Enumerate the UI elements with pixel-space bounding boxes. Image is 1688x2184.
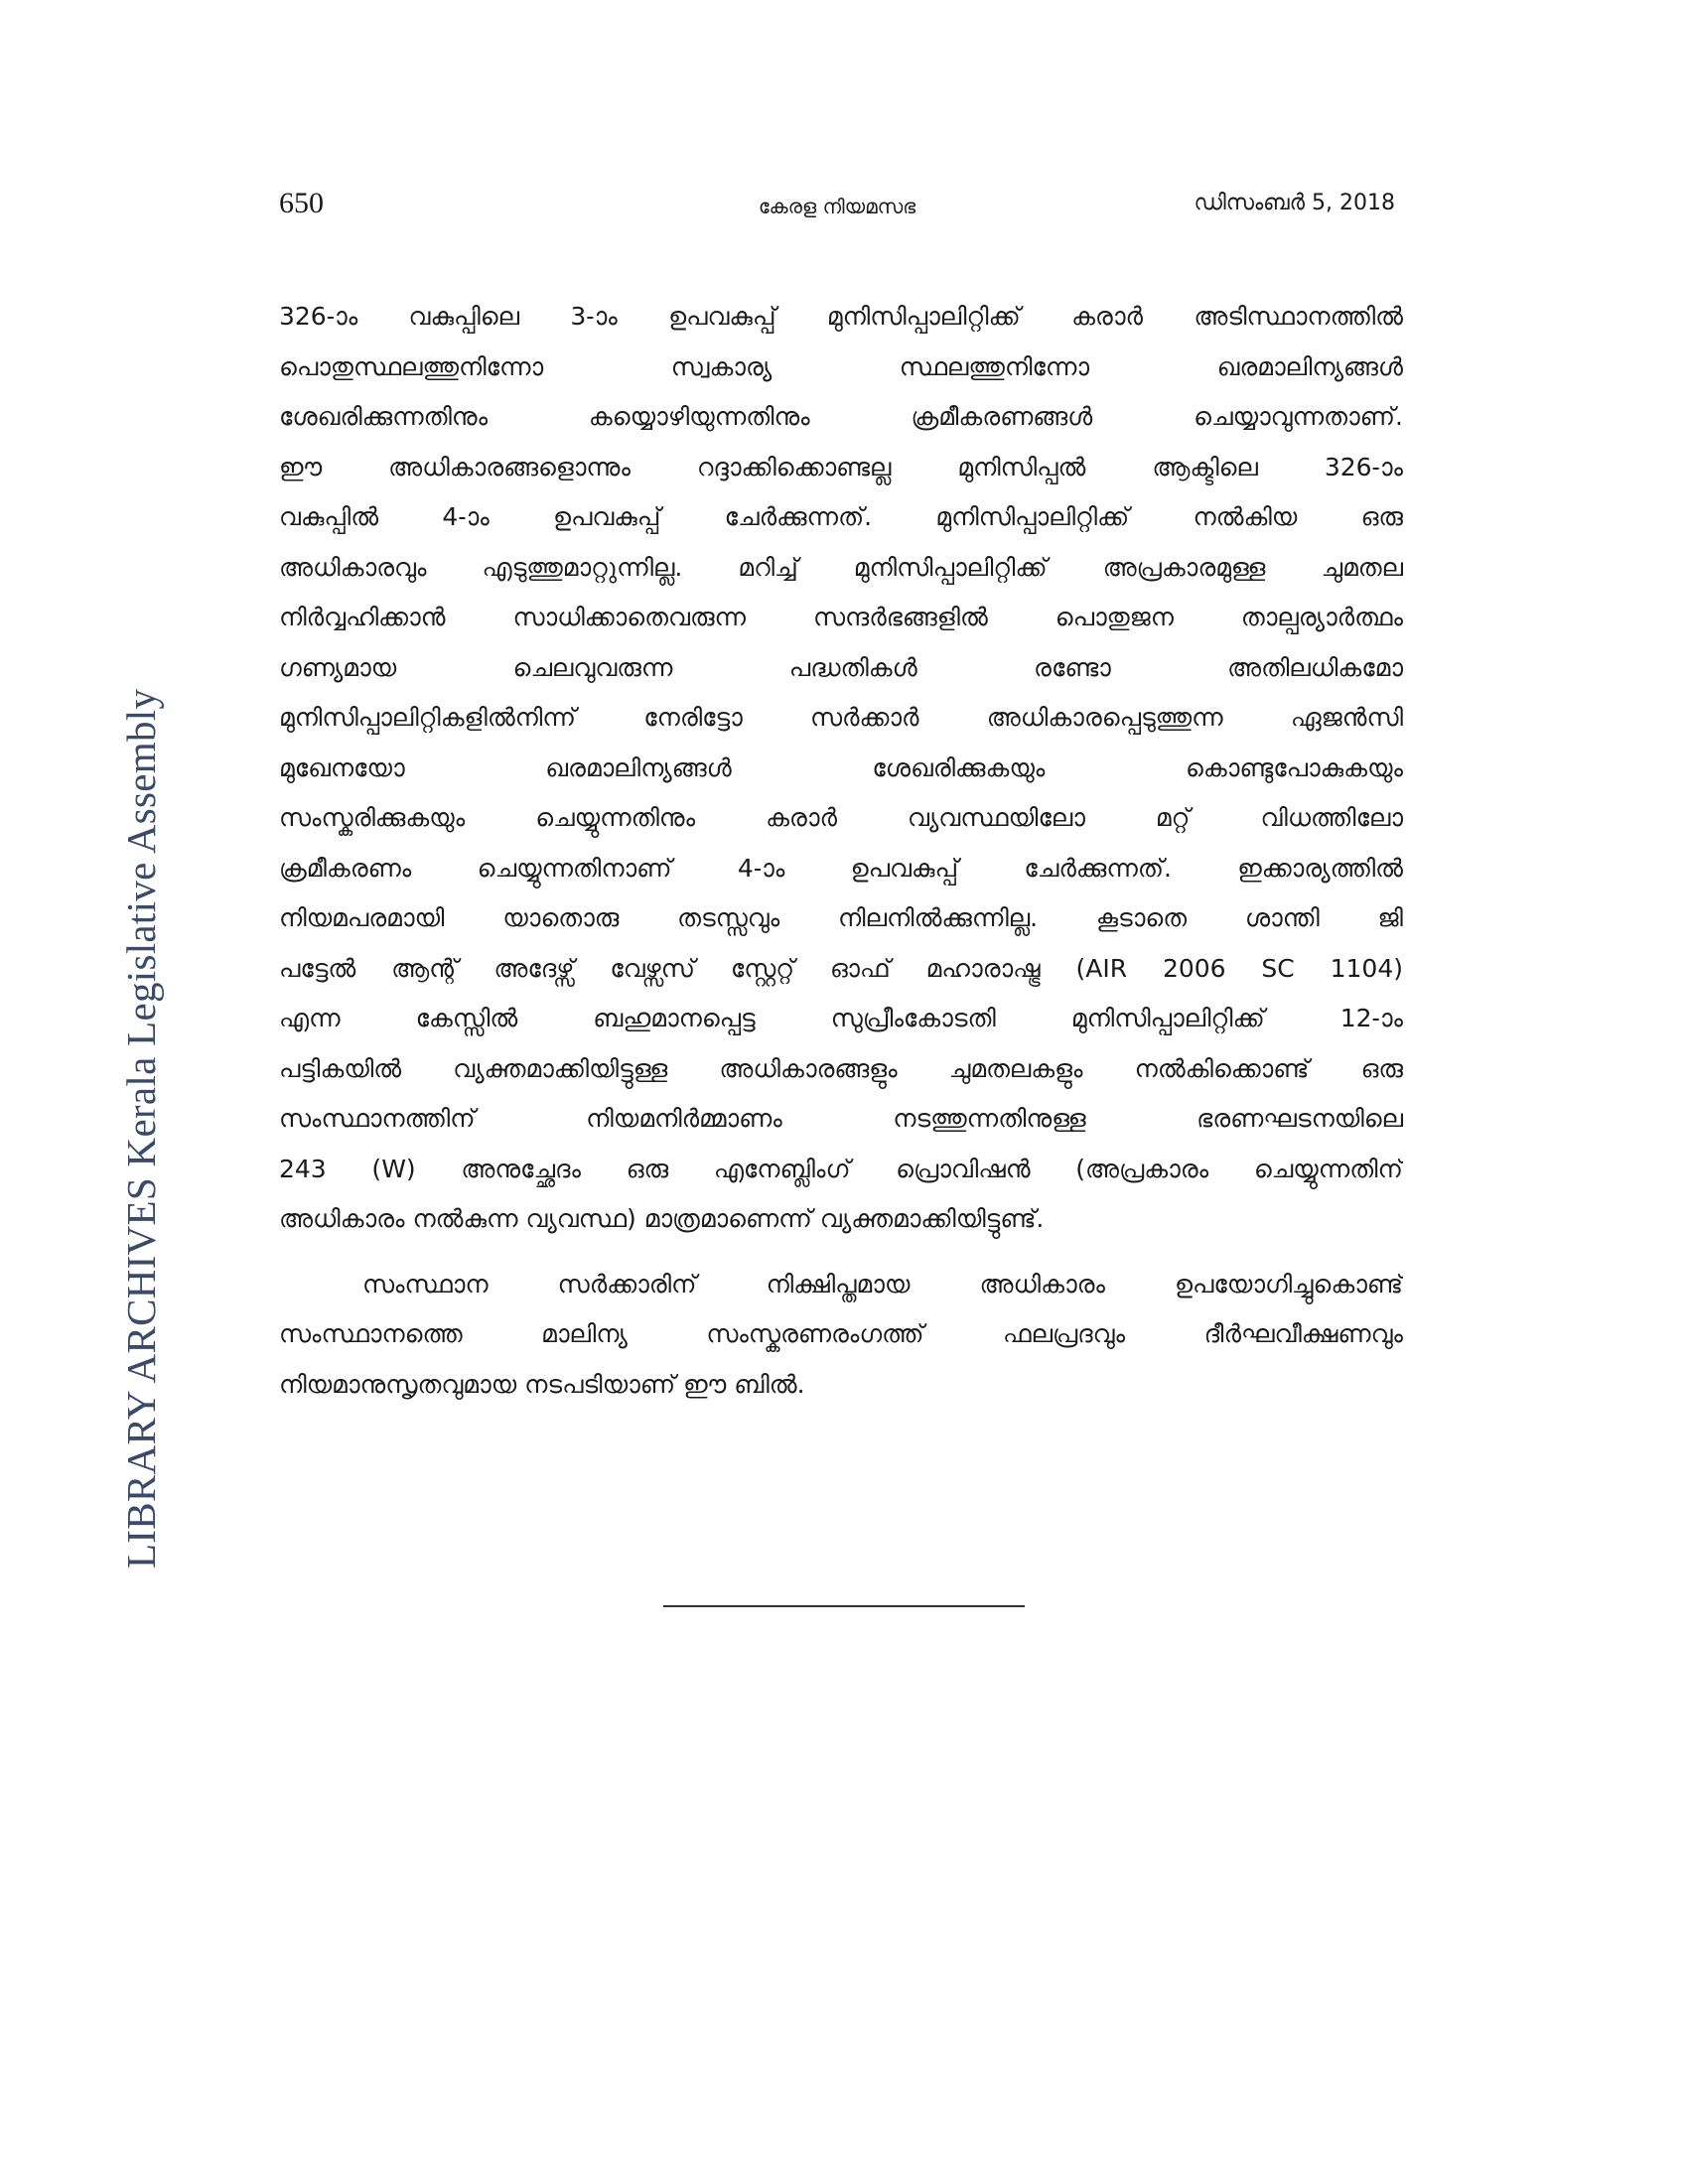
- text-line: ഗണ്യമായ ചെലവുവരുന്ന പദ്ധതികൾ രണ്ടോ അതിലധികമോ: [279, 652, 1403, 682]
- text-line: പട്ടികയിൽ വ്യക്തമാക്കിയിട്ടുള്ള അധികാരങ്ങളും ചുമതലകളും നൽകിക്കൊണ്ട് ഒരു: [279, 1053, 1403, 1083]
- text-line: വകുപ്പിൽ 4-ാം ഉപവകുപ്പ് ചേർക്കുന്നത്. മുനിസിപ്പാലിറ്റിക്ക് നൽകിയ ഒരു: [279, 502, 1403, 531]
- text-line: എന്ന കേസ്സിൽ ബഹുമാനപ്പെട്ട സുപ്രീംകോടതി മുനിസിപ്പാലിറ്റിക്ക് 12-ാം: [279, 1004, 1403, 1032]
- end-rule: [663, 1605, 1025, 1607]
- text-line: അധികാരവും എടുത്തുമാറ്റുന്നില്ല. മറിച്ച് മുനിസിപ്പാലിറ്റിക്ക് അപ്രകാരമുള്ള ചുമതല: [279, 552, 1403, 582]
- paragraph-1: [279, 292, 1403, 1245]
- text-line: സംസ്ഥാനത്തിന് നിയമനിർമ്മാണം നടത്തുന്നതിനുള്ള ഭരണഘടനയിലെ: [279, 1104, 1403, 1133]
- text-line: 326-ാം വകുപ്പിലെ 3-ാം ഉപവകുപ്പ് മുനിസിപ്പാലിറ്റിക്ക് കരാർ അടിസ്ഥാനത്തിൽ: [279, 302, 1403, 331]
- page-header: [279, 187, 1395, 226]
- text-line: മുഖേനയോ ഖരമാലിന്യങ്ങൾ ശേഖരിക്കുകയും കൊണ്ടുപോകുകയും: [279, 752, 1403, 782]
- paragraph-gap: [279, 1245, 1403, 1260]
- header-date: ഡിസംബർ 5, 2018: [1194, 191, 1395, 215]
- text-line: ശേഖരിക്കുന്നതിനും കയ്യൊഴിയുന്നതിനും ക്രമീകരണങ്ങൾ ചെയ്യാവുന്നതാണ്.: [279, 402, 1403, 431]
- body-text: [279, 292, 1403, 1410]
- library-archives-watermark: LIBRARY ARCHIVES Kerala Legislative Assembly: [118, 688, 164, 1569]
- paragraph-2: [279, 1260, 1403, 1411]
- text-line: നിർവ്വഹിക്കാൻ സാധിക്കാതെവരുന്ന സന്ദർഭങ്ങളിൽ പൊതുജന താല്പര്യാർത്ഥം: [279, 603, 1403, 631]
- text-line: 243 (W) അനുച്ഛേദം ഒരു എനേബ്ലിംഗ് പ്രൊവിഷൻ (അപ്രകാരം ചെയ്യുന്നതിന്: [279, 1154, 1403, 1183]
- text-line: പട്ടേൽ ആന്റ് അദേഴ്സ് വേഴ്സസ് സ്റ്റേറ്റ് ഓഫ് മഹാരാഷ്ട്ര (AIR 2006 SC 1104): [279, 953, 1403, 983]
- text-line: സംസ്ഥാനത്തെ മാലിന്യ സംസ്കരണരംഗത്ത് ഫലപ്രദവും ദീർഘവീക്ഷണവും: [279, 1319, 1403, 1348]
- text-line: മുനിസിപ്പാലിറ്റികളിൽനിന്ന് നേരിട്ടോ സർക്കാർ അധികാരപ്പെടുത്തുന്ന ഏജൻസി: [279, 703, 1403, 732]
- page-number: 650: [279, 187, 324, 219]
- text-line: ക്രമീകരണം ചെയ്യുന്നതിനാണ് 4-ാം ഉപവകുപ്പ് ചേർക്കുന്നത്. ഇക്കാര്യത്തിൽ: [279, 853, 1403, 883]
- text-line: സംസ്കരിക്കുകയും ചെയ്യുന്നതിനും കരാർ വ്യവസ്ഥയിലോ മറ്റ് വിധത്തിലോ: [279, 803, 1403, 832]
- text-line: ഈ അധികാരങ്ങളൊന്നും റദ്ദാക്കിക്കൊണ്ടല്ല മുനിസിപ്പൽ ആക്ടിലെ 326-ാം: [279, 452, 1403, 481]
- text-line: നിയമാനുസൃതവുമായ നടപടിയാണ് ഈ ബിൽ.: [279, 1369, 805, 1399]
- running-title: കേരള നിയമസഭ: [758, 195, 916, 218]
- text-line: സംസ്ഥാന സർക്കാരിന് നിക്ഷിപ്തമായ അധികാരം ഉപയോഗിച്ചുകൊണ്ട്: [362, 1269, 1403, 1298]
- text-line: അധികാരം നൽകുന്ന വ്യവസ്ഥ) മാത്രമാണെന്ന് വ്യക്തമാക്കിയിട്ടുണ്ട്.: [279, 1204, 1045, 1233]
- text-line: നിയമപരമായി യാതൊരു തടസ്സവും നിലനിൽക്കുന്നില്ല. കൂടാതെ ശാന്തി ജി: [279, 903, 1403, 932]
- text-line: പൊതുസ്ഥലത്തുനിന്നോ സ്വകാര്യ സ്ഥലത്തുനിന്നോ ഖരമാലിന്യങ്ങൾ: [279, 351, 1403, 381]
